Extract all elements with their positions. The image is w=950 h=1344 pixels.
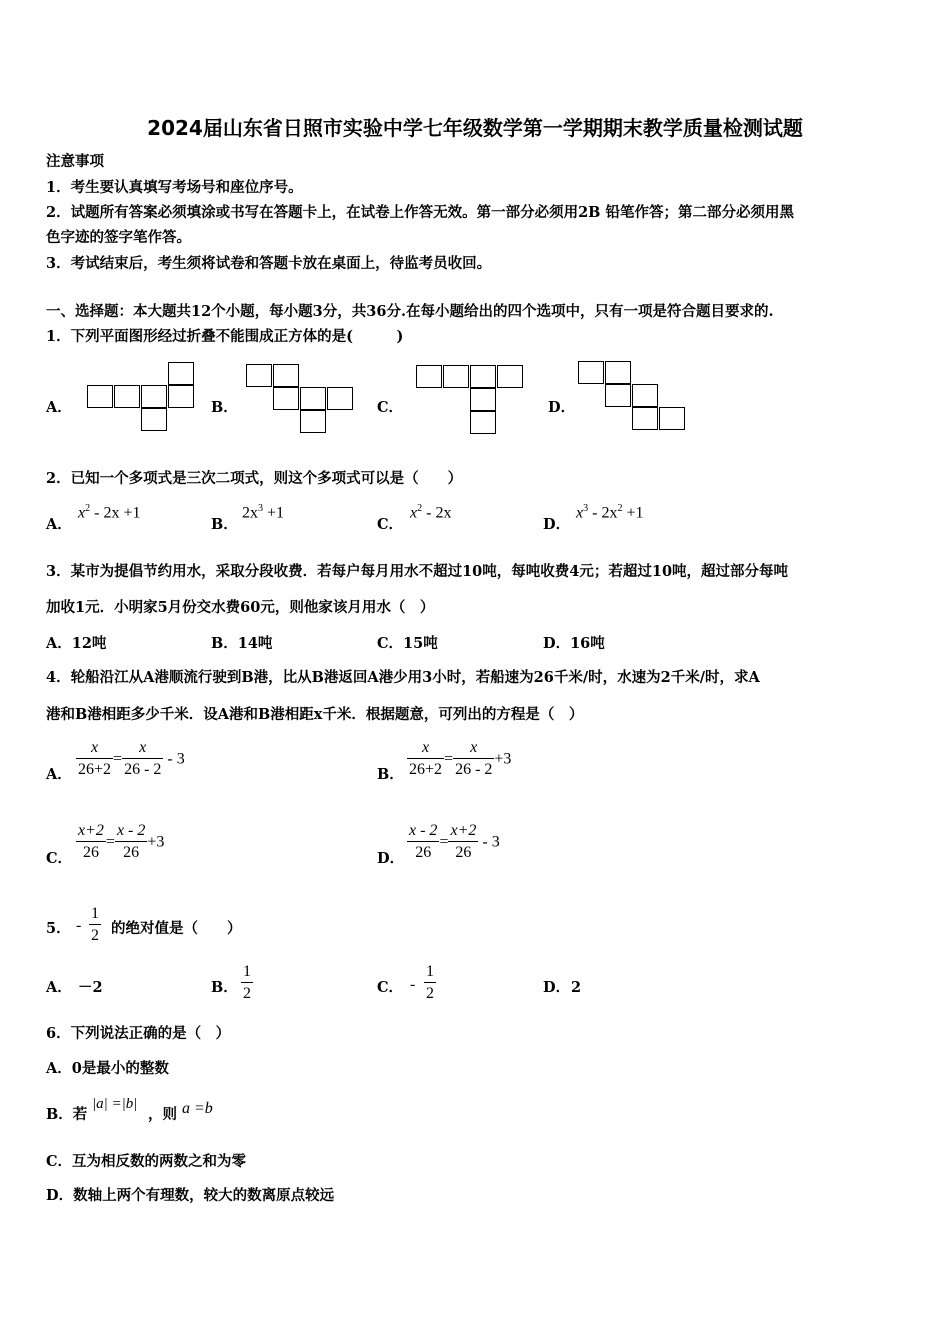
q2-option-b-expr: $2x^3 +1$ [242,503,285,522]
q3-stem-line1: 3．某市为提倡节约用水，采取分段收费．若每户每月用水不超过10吨，每吨收费4元；若超过10吨，超过部分每吨 [46,563,789,580]
q6-option-b-prefix[interactable]: B．若 [46,1106,88,1123]
note-3: 3．考试结束后，考生须将试卷和答题卡放在桌面上，待监考员收回。 [46,255,492,272]
q2-stem: 2．已知一个多项式是三次二项式，则这个多项式可以是（ ） [46,470,463,487]
q6-option-b-mid: ，则 [148,1106,177,1123]
q3-option-b[interactable]: B．14吨 [211,635,273,652]
q6-option-d[interactable]: D．数轴上两个有理数，较大的数离原点较远 [46,1187,335,1204]
q1-option-c-label[interactable]: C． [377,399,404,416]
q2-option-c-expr: $x^2 - 2x$ [410,503,452,522]
q2-option-a-label[interactable]: A． [46,516,72,533]
q3-option-c[interactable]: C．15吨 [377,635,438,652]
q5-option-d-value: 2 [571,979,582,996]
q4-option-b-label[interactable]: B． [377,766,404,783]
q6-option-c[interactable]: C．互为相反数的两数之和为零 [46,1153,247,1170]
q4-option-a-label[interactable]: A． [46,766,72,783]
q4-option-d-equation: $\frac{x - 2}{26}$ = $\frac{x+2}{26}$ - 3 [409,822,500,861]
note-1: 1．考生要认真填写考场号和座位序号。 [46,179,303,196]
q5-fraction: $\frac{1}{2}$ [91,905,99,944]
q1-option-a-label[interactable]: A． [46,399,72,416]
q4-option-c-equation: $\frac{x+2}{26}$ = $\frac{x - 2}{26}$ +3 [78,822,165,861]
q4-option-b-equation: $\frac{x}{26+2}$ = $\frac{x}{26 - 2}$ +3 [409,739,512,778]
q1-option-b-label[interactable]: B． [211,399,238,416]
q1-option-d-label[interactable]: D． [548,399,576,416]
q2-option-a-expr: $x^2 - 2x +1$ [78,503,141,522]
note-2-cont: 色字迹的签字笔作答。 [46,229,191,246]
q2-option-b-label[interactable]: B． [211,516,238,533]
q4-stem-line2: 港和B港相距多少千米．设A港和B港相距x千米．根据题意，可列出的方程是（ ） [46,706,584,723]
q4-option-c-label[interactable]: C． [46,850,73,867]
q5-sign: - [76,917,82,934]
q5-option-c-fraction: $\frac{1}{2}$ [426,963,434,1002]
q5-option-c-sign: - [410,976,416,993]
q4-option-d-label[interactable]: D． [377,850,405,867]
page-title: 2024届山东省日照市实验中学七年级数学第一学期期末教学质量检测试题 [147,116,803,140]
q5-number: 5． [46,920,71,937]
q6-option-b-expr1: |a| =|b| [92,1096,138,1112]
q5-option-b-label[interactable]: B． [211,979,238,996]
q6-option-b-expr2: a =b [182,1100,213,1117]
q5-option-b-fraction: $\frac{1}{2}$ [243,963,251,1002]
q2-option-d-label[interactable]: D． [543,516,571,533]
q1-stem: 1．下列平面图形经过折叠不能围成正方体的是( ) [46,328,404,345]
note-2: 2．试题所有答案必须填涂或书写在答题卡上，在试卷上作答无效。第一部分必须用2B 铅笔作答；第二部分必须用黑 [46,204,794,221]
section-heading: 一、选择题：本大题共12个小题，每小题3分，共36分.在每小题给出的四个选项中，只有一项是符合题目要求的. [46,303,774,320]
q2-option-d-expr: $x^3 - 2x^2 +1$ [576,503,644,522]
q4-stem-line1: 4．轮船沿江从A港顺流行驶到B港，比从B港返回A港少用3小时，若船速为26千米/时，水速为2千米/时，求A [46,669,760,686]
q6-option-a[interactable]: A．0是最小的整数 [46,1060,169,1077]
q3-option-d[interactable]: D．16吨 [543,635,605,652]
notes-heading: 注意事项 [46,153,104,170]
q6-stem: 6．下列说法正确的是（ ） [46,1025,231,1042]
q5-option-c-label[interactable]: C． [377,979,404,996]
q4-option-a-equation: $\frac{x}{26+2}$ = $\frac{x}{26 - 2}$ - 3 [78,739,185,778]
q3-option-a[interactable]: A．12吨 [46,635,107,652]
q5-stem: 的绝对值是（ ） [111,920,242,937]
q5-option-d-label[interactable]: D． [543,979,571,996]
q5-option-a-value: －2 [78,979,103,996]
q3-stem-line2: 加收1元．小明家5月份交水费60元，则他家该月用水（ ） [46,599,435,616]
q5-option-a-label[interactable]: A． [46,979,72,996]
q2-option-c-label[interactable]: C． [377,516,404,533]
